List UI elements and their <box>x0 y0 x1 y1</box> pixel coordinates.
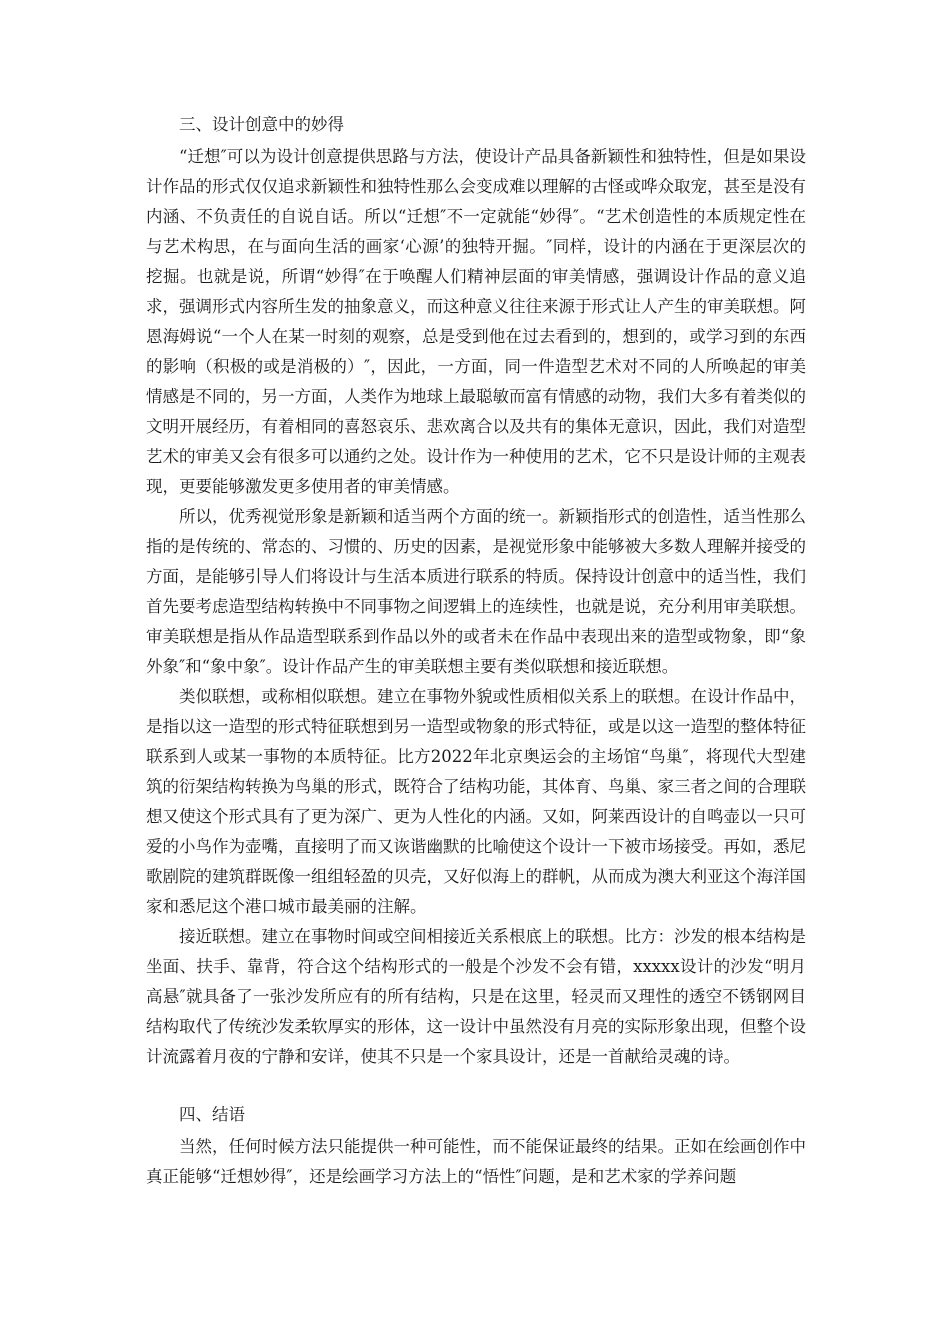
paragraph-3: 类似联想，或称相似联想。建立在事物外貌或性质相似关系上的联想。在设计作品中，是指以这一造型的形式特征联想到另一造型或物象的形式特征，或是以这一造型的整体特征联系到人或某一事物的本质特征。比方2022年北京奥运会的主场馆“鸟巢″，将现代大型建筑的衍架结构转换为鸟巢的形式，既符合了结构功能，其体育、鸟巢、家三者之间的合理联想又使这个形式具有了更为深广、更为人性化的内涵。又如，阿莱西设计的自鸣壶以一只可爱的小鸟作为壶嘴，直接明了而又诙谐幽默的比喻使这个设计一下被市场接受。再如，悉尼歌剧院的建筑群既像一组组轻盈的贝壳，又好似海上的群帆，从而成为澳大利亚这个海洋国家和悉尼这个港口城市最美丽的注解。 <box>146 687 806 916</box>
paragraph-4: 接近联想。建立在事物时间或空间相接近关系根底上的联想。比方：沙发的根本结构是坐面、扶手、靠背，符合这个结构形式的一般是个沙发不会有错，xxxxx设计的沙发“明月高悬″就具备了一张沙发所应有的所有结构，只是在这里，轻灵而又理性的透空不锈钢网目结构取代了传统沙发柔软厚实的形体，这一设计中虽然没有月亮的实际形象出现，但整个设计流露着月夜的宁静和安详，使其不只是一个家具设计，还是一首献给灵魂的诗。 <box>146 927 806 1066</box>
section-heading-3: 三、设计创意中的妙得 <box>179 115 344 134</box>
paragraph-2: 所以，优秀视觉形象是新颖和适当两个方面的统一。新颖指形式的创造性，适当性那么指的是传统的、常态的、习惯的、历史的因素，是视觉形象中能够被大多数人理解并接受的方面，是能够引导人们将设计与生活本质进行联系的特质。保持设计创意中的适当性，我们首先要考虑造型结构转换中不同事物之间逻辑上的连续性，也就是说，充分利用审美联想。审美联想是指从作品造型联系到作品以外的或者未在作品中表现出来的造型或物象，即“象外象″和“象中象″。设计作品产生的审美联想主要有类似联想和接近联想。 <box>146 507 806 676</box>
paragraph-1: “迁想″可以为设计创意提供思路与方法，使设计产品具备新颖性和独特性，但是如果设计作品的形式仅仅追求新颖性和独特性那么会变成难以理解的古怪或哗众取宠，甚至是没有内涵、不负责任的自说自话。所以“迁想″不一定就能“妙得″。“艺术创造性的本质规定性在与艺术构思，在与面向生活的画家‘心源’的独特开掘。″同样，设计的内涵在于更深层次的挖掘。也就是说，所谓“妙得″在于唤醒人们精神层面的审美情感，强调设计作品的意义追求，强调形式内容所生发的抽象意义，而这种意义往往来源于形式让人产生的审美联想。阿恩海姆说“一个人在某一时刻的观察，总是受到他在过去看到的，想到的，或学习到的东西的影响（积极的或是消极的）″，因此，一方面，同一件造型艺术对不同的人所唤起的审美情感是不同的，另一方面，人类作为地球上最聪敏而富有情感的动物，我们大多有着类似的文明开展经历，有着相同的喜怒哀乐、悲欢离合以及共有的集体无意识，因此，我们对造型艺术的审美又会有很多可以通约之处。设计作为一种使用的艺术，它不只是设计师的主观表现，更要能够激发更多使用者的审美情感。 <box>146 147 806 496</box>
document-page <box>146 108 806 1192</box>
section-heading-4: 四、结语 <box>179 1105 245 1124</box>
paragraph-5: 当然，任何时候方法只能提供一种可能性，而不能保证最终的结果。正如在绘画创作中真正能够“迁想妙得″，还是绘画学习方法上的“悟性″问题，是和艺术家的学养问题 <box>146 1137 806 1186</box>
section-gap <box>146 1072 806 1098</box>
